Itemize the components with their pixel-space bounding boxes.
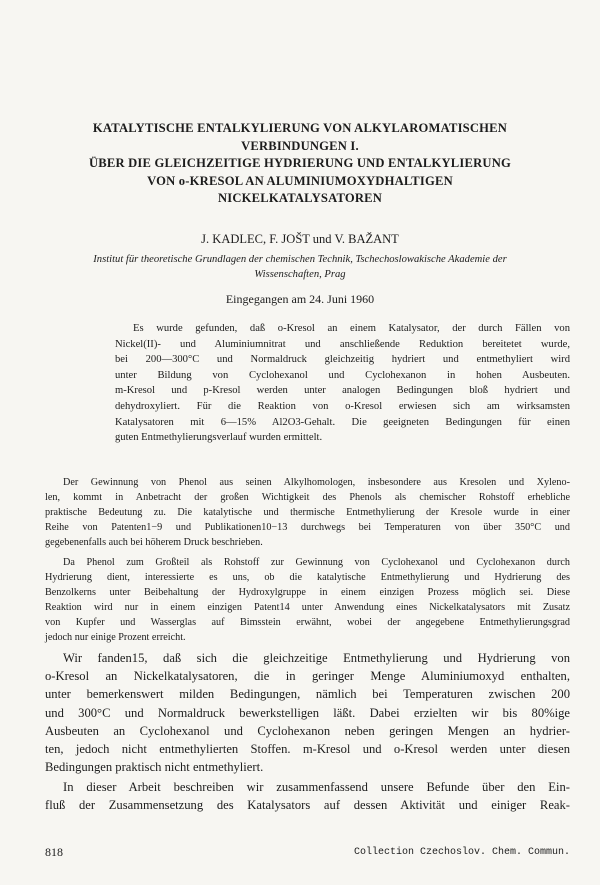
- paragraph-line: Wir fanden15, daß sich die gleichzeitige Entmethylierung und Hydrierung von: [63, 651, 570, 665]
- paragraph-line: Reaktion wird nur in einem einzigen Patent14 unter Anwendung eines Nickelkatalysators mit Zusatz: [45, 601, 570, 613]
- abstract-line: bei 200—300°C und Normaldruck gleichzeitig hydriert und entmethyliert wird: [115, 354, 570, 366]
- article-title: [70, 120, 530, 208]
- intro-paragraph-2: [45, 556, 570, 645]
- institute-line: Wissenschaften, Prag: [254, 269, 346, 280]
- abstract-line: guten Entmethylierungsverlauf wurden ermittelt.: [115, 432, 323, 444]
- paragraph-line: Ausbeuten an Cyclohexanol und Cyclohexanon neben geringen Mengen an hydrier-: [45, 723, 570, 738]
- paragraph-line: fluß der Zusammensetzung des Katalysators auf dessen Aktivität und einiger Reak-: [45, 798, 570, 813]
- paragraph-line: len, kommt in Anbetracht der großen Wichtigkeit des Phenols als chemischer Rohstoff erhebliche: [45, 491, 570, 503]
- institute-line: Institut für theoretische Grundlagen der chemischen Technik, Tschechoslowakische Akademie der: [93, 254, 507, 265]
- abstract-line: Nickel(II)- und Aluminiumnitrat und anschließende Reduktion bereitetet wurde,: [115, 338, 570, 350]
- paragraph-line: Da Phenol zum Großteil als Rohstoff zur Gewinnung von Cyclohexanol und Cyclohexanon durch: [63, 557, 570, 568]
- body-paragraph-1: [45, 649, 570, 776]
- body-paragraph-2: [45, 778, 570, 814]
- intro-paragraph-1: [45, 476, 570, 551]
- paragraph-line: Bedingungen praktisch nicht entmethyliert.: [45, 760, 264, 775]
- paragraph-line: Hydrierung dient, interessierte es uns, ob die katalytische Entmethylierung und Hydrierung des: [45, 571, 570, 583]
- abstract-line: m-Kresol und p-Kresol werden unter analogen Bedingungen bloß hydriert und: [115, 385, 570, 397]
- institute: [90, 252, 510, 282]
- title-line: ÜBER DIE GLEICHZEITIGE HYDRIERUNG UND ENTALKYLIERUNG: [89, 156, 511, 170]
- page-number: 818: [45, 845, 63, 859]
- paragraph-line: praktische Bedeutung zu. Die katalytische und thermische Entmethylierung der Kresole wurde in einer: [45, 506, 570, 518]
- authors: J. KADLEC, F. JOŠT und V. BAŽANT: [201, 232, 399, 246]
- paragraph-line: Reihe von Patenten1−9 und Publikationen10−13 durchwegs bei Temperaturen von über 350°C und: [45, 521, 570, 533]
- paragraph-line: jedoch nur einige Prozent erreicht.: [45, 631, 186, 643]
- abstract-line: Es wurde gefunden, daß o-Kresol an einem Katalysator, der durch Fällen von: [133, 323, 570, 334]
- abstract-line: dehydroxyliert. Für die Reaktion von o-Kresol erwiesen sich am wirksamsten: [115, 400, 570, 412]
- paragraph-line: gegebenenfalls auch bei höherem Druck beschrieben.: [45, 536, 263, 548]
- title-line: VERBINDUNGEN I.: [241, 138, 359, 153]
- title-line: KATALYTISCHE ENTALKYLIERUNG VON ALKYLAROMATISCHEN: [92, 121, 508, 135]
- paragraph-line: und 300°C und Normaldruck bewerkstelligen läßt. Dabei erzielten wir bis 80%ige: [45, 705, 570, 720]
- abstract: [115, 321, 570, 446]
- paragraph-line: In dieser Arbeit beschreiben wir zusammenfassend unsere Befunde über den Ein-: [63, 780, 570, 794]
- abstract-line: Katalysatoren mit 6—15% Al2O3-Gehalt. Die geeigneten Bedingungen für einen: [115, 416, 570, 428]
- title-line: NICKELKATALYSATOREN: [217, 191, 383, 205]
- paragraph-line: Benzolkerns unter Beibehaltung der Hydroxylgruppe in einem einzigen Prozess möglich sei. Diese: [45, 586, 570, 598]
- journal-name: Collection Czechoslov. Chem. Commun.: [353, 847, 570, 858]
- paragraph-line: von Kupfer und Wasserglas auf Bimsstein erwähnt, wobei der angegebene Entmethylierungsgrad: [45, 616, 570, 628]
- title-line: VON o-KRESOL AN ALUMINIUMOXYDHALTIGEN: [147, 173, 453, 188]
- received-date: Eingegangen am 24. Juni 1960: [225, 292, 375, 306]
- paragraph-line: ten, jedoch nicht entmethylierten Stoffen. m-Kresol und o-Kresol werden unter diesen: [45, 742, 570, 757]
- paragraph-line: Der Gewinnung von Phenol aus seinen Alkylhomologen, insbesondere aus Kresolen und Xyleno-: [63, 477, 570, 488]
- abstract-line: unter Bildung von Cyclohexanol und Cyclohexanon in hohen Ausbeuten.: [115, 369, 570, 381]
- paragraph-line: unter bemerkenswert milden Bedingungen, nämlich bei Temperaturen zwischen 200: [45, 687, 570, 702]
- paragraph-line: o-Kresol an Nickelkatalysatoren, die in geringer Menge Aluminiumoxyd enthalten,: [45, 669, 570, 684]
